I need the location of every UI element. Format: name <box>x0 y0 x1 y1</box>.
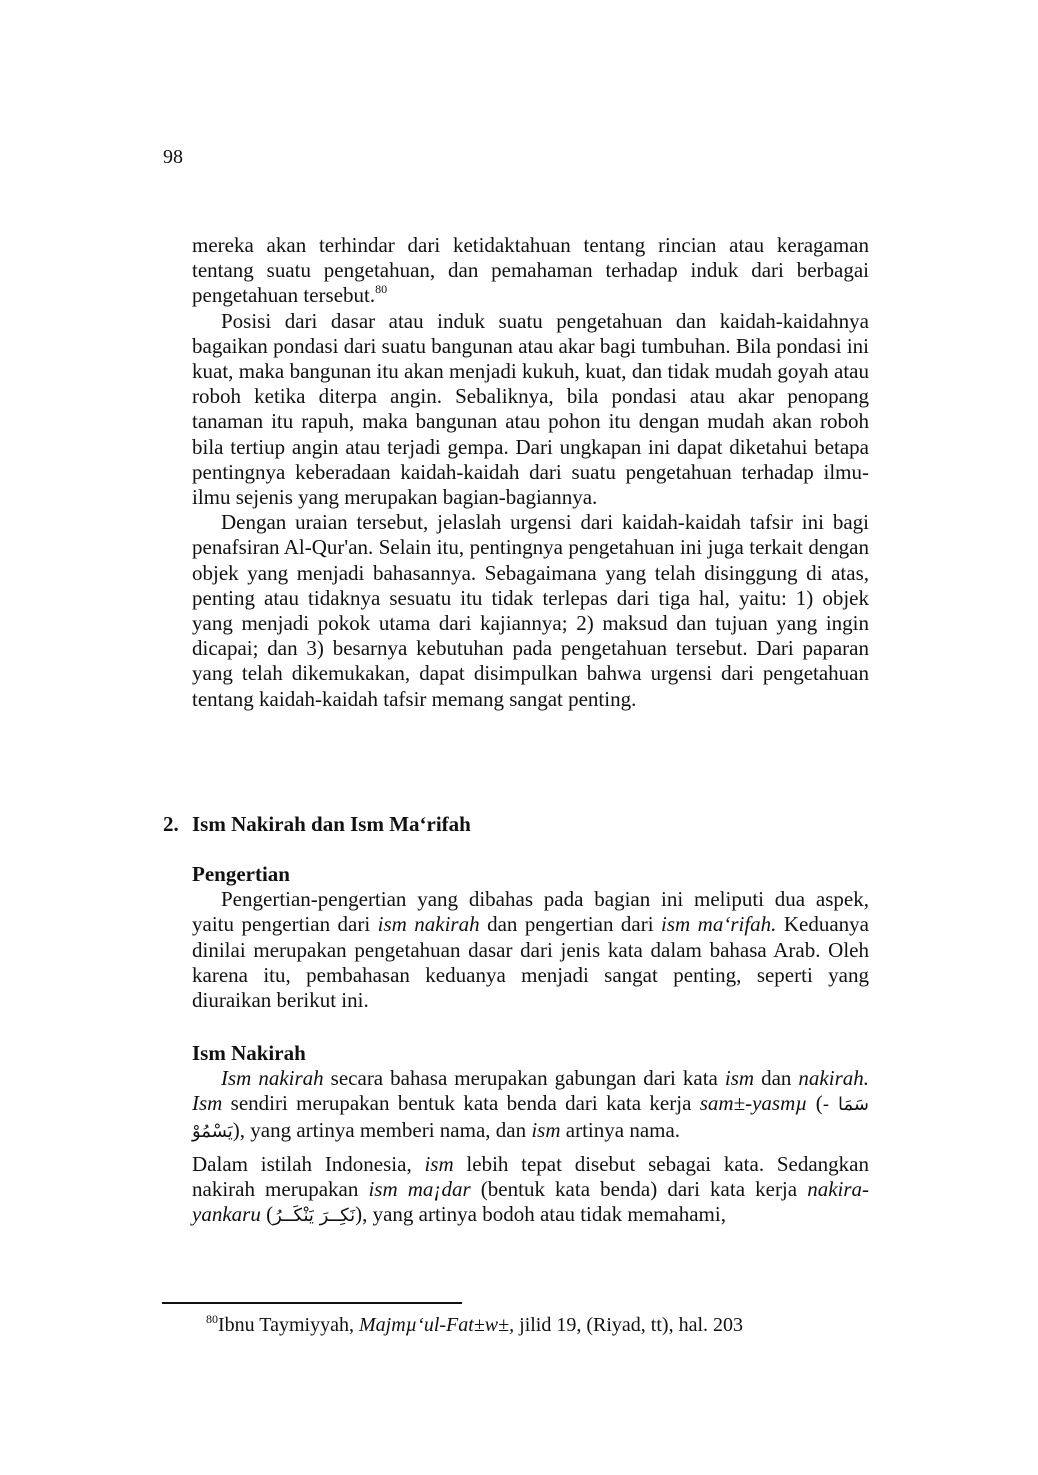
text: sendiri merupakan bentuk kata benda dari kata kerja <box>222 1091 700 1116</box>
footnote-reference[interactable]: 80 <box>375 282 388 297</box>
section-heading <box>163 812 471 837</box>
text: jilid 19, (Riyad, tt), hal. 203 <box>514 1314 744 1336</box>
term-ism-marifah: ism ma‘rifah. <box>661 912 777 937</box>
pengertian-paragraph <box>192 887 869 1013</box>
subheading-ism-nakirah: Ism Nakirah <box>192 1041 306 1065</box>
term: ism <box>424 1151 454 1176</box>
text: artinya nama. <box>560 1117 681 1142</box>
paragraph-1 <box>192 233 869 309</box>
term: nakirah. Ism <box>192 1066 869 1116</box>
arabic-text: نَكِــرَ يَنْكَــرُ <box>273 1205 356 1227</box>
term: ism ma¡dar <box>368 1177 471 1202</box>
pengertian-subsection <box>192 862 869 1013</box>
text: Ibnu Taymiyyah, <box>218 1314 359 1336</box>
section-number: 2. <box>163 812 179 836</box>
text: ( <box>260 1202 274 1227</box>
footnote-separator <box>162 1302 462 1304</box>
footnote-number: 80 <box>206 1312 218 1326</box>
text: Keduanya dinilai merupakan pengetahuan dasar dari jenis kata dalam bahasa Arab. Oleh karena itu, pembahasan keduanya menjadi sangat penting, seperti yang diuraikan berikut ini. <box>192 912 870 1013</box>
term: ism <box>531 1117 561 1142</box>
text: dan pengertian dari <box>479 912 662 937</box>
term: sam±-yasmµ <box>699 1091 808 1116</box>
paragraph-2: Posisi dari dasar atau induk suatu pengetahuan dan kaidah-kaidahnya bagaikan pondasi dari suatu bangunan atau akar bagi tumbuhan. Bila pondasi ini kuat, maka bangunan itu akan menjadi kukuh, kuat, dan tidak mudah goyah atau roboh ketika diterpa angin. Sebaliknya, bila pondasi atau akar penopang tanaman itu rapuh, maka bangunan atau pohon itu dengan mudah akan roboh bila tertiup angin atau terjadi gempa. Dari ungkapan ini dapat diketahui betapa pentingnya keberadaan kaidah-kaidah dari suatu pengetahuan terhadap ilmu-ilmu sejenis yang merupakan bagian-bagiannya. <box>192 308 869 510</box>
page-number: 98 <box>163 146 183 168</box>
section-title: Ism Nakirah dan Ism Ma‘rifah <box>192 812 471 836</box>
footnote <box>206 1314 743 1337</box>
text: (bentuk kata benda) dari kata kerja <box>470 1177 808 1202</box>
text: ( <box>807 1091 823 1116</box>
term: nakira-yankaru <box>192 1177 870 1227</box>
subheading-pengertian: Pengertian <box>192 862 290 886</box>
term: ism <box>724 1066 755 1091</box>
ism-nakirah-subsection <box>192 1041 869 1228</box>
text: dan <box>754 1066 799 1091</box>
ism-nakirah-paragraph <box>192 1066 869 1144</box>
text: Dalam istilah Indonesia, <box>192 1151 425 1176</box>
arabic-text: سَمَا - يَسْمُوْ <box>192 1094 870 1142</box>
text: ), yang artinya memberi nama, dan <box>232 1117 532 1142</box>
paragraph-text: mereka akan terhindar dari ketidaktahuan tentang rincian atau keragaman tentang suatu pengetahuan, dan pemahaman terhadap induk dari berbagai pengetahuan tersebut. <box>192 233 869 308</box>
text: ), yang artinya bodoh atau tidak memahami, <box>355 1202 726 1227</box>
text: secara bahasa merupakan gabungan dari kata <box>323 1066 725 1091</box>
term-ism-nakirah: ism nakirah <box>377 912 480 937</box>
book-title: Majmµ‘ul-Fat±w±, <box>359 1314 515 1336</box>
term: Ism nakirah <box>221 1066 324 1091</box>
body-text <box>192 233 869 712</box>
ism-nakirah-paragraph-cont <box>192 1152 869 1229</box>
paragraph-3: Dengan uraian tersebut, jelaslah urgensi dari kaidah-kaidah tafsir ini bagi penafsiran Al-Qur'an. Selain itu, pentingnya pengetahuan ini juga terkait dengan objek yang menjadi bahasannya. Sebagaimana yang telah disinggung di atas, penting atau tidaknya sesuatu itu tidak terlepas dari tiga hal, yaitu: 1) objek yang menjadi pokok utama dari kajiannya; 2) maksud dan tujuan yang ingin dicapai; dan 3) besarnya kebutuhan pada pengetahuan tersebut. Dari paparan yang telah dikemukakan, dapat disimpulkan bahwa urgensi dari pengetahuan tentang kaidah-kaidah tafsir memang sangat penting. <box>192 510 869 711</box>
text: Pengertian-pengertian yang dibahas pada bagian ini meliputi dua aspek, yaitu pengertian dari <box>192 887 869 937</box>
text: lebih tepat disebut sebagai kata. Sedangkan nakirah merupakan <box>192 1151 869 1202</box>
